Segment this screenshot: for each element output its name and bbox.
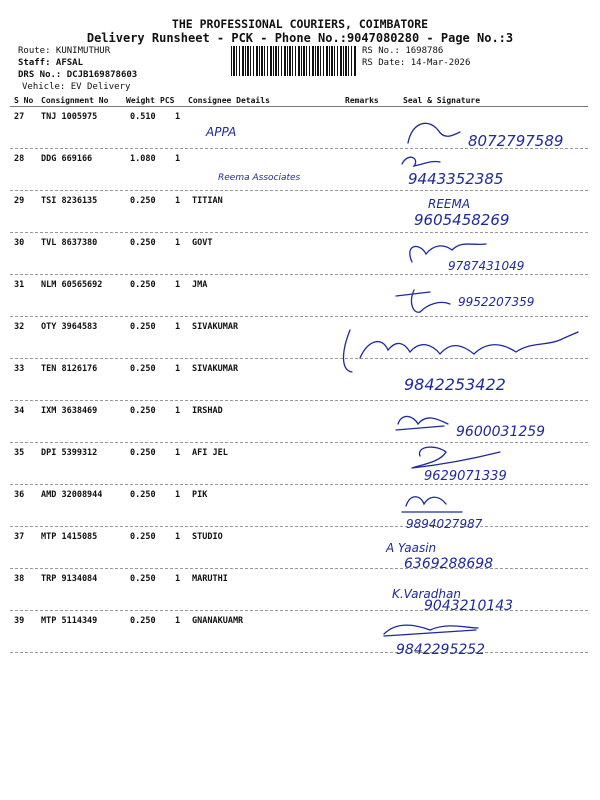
- rs-date: RS Date: 14-Mar-2026: [362, 58, 471, 68]
- row-pcs: 1: [175, 364, 181, 374]
- row-consignment-no: TRP 9134084: [41, 574, 98, 584]
- handwritten-name: Reema Associates: [218, 173, 301, 183]
- col-remarks: Remarks: [345, 96, 379, 105]
- row-weight: 1.080: [130, 154, 156, 164]
- row-pcs: 1: [175, 280, 181, 290]
- row-consignee: GOVT: [192, 238, 213, 248]
- row-sno: 38: [14, 574, 25, 584]
- handwritten-phone: 9605458269: [414, 211, 510, 229]
- col-sno: S No: [14, 96, 34, 105]
- row-consignment-no: TNJ 1005975: [41, 112, 98, 122]
- col-consignee: Consignee Details: [188, 96, 270, 105]
- row-consignment-no: TSI 8236135: [41, 196, 98, 206]
- row-pcs: 1: [175, 574, 181, 584]
- signature-scribble: [402, 497, 462, 512]
- row-weight: 0.250: [130, 364, 156, 374]
- row-weight: 0.250: [130, 406, 156, 416]
- row-pcs: 1: [175, 490, 181, 500]
- runsheet-subtitle: Delivery Runsheet - PCK - Phone No.:9047080280 - Page No.:3: [86, 31, 514, 45]
- company-title: THE PROFESSIONAL COURIERS, COIMBATORE: [171, 17, 429, 31]
- row-weight: 0.250: [130, 322, 156, 332]
- signature-scribble: [412, 447, 500, 468]
- row-weight: 0.250: [130, 280, 156, 290]
- signature-scribble: [402, 157, 440, 166]
- signature-scribble: [408, 123, 460, 143]
- row-sno: 34: [14, 406, 25, 416]
- signature-scribble: [396, 290, 450, 312]
- handwritten-phone: 9600031259: [456, 424, 546, 440]
- row-consignment-no: DDG 669166: [41, 154, 93, 164]
- row-consignee: PIK: [192, 490, 208, 500]
- row-sno: 37: [14, 532, 25, 542]
- row-consignee: JMA: [192, 280, 208, 290]
- handwritten-phone: 9842295252: [396, 642, 486, 658]
- row-consignment-no: MTP 5114349: [41, 616, 98, 626]
- route-label: Route: KUNIMUTHUR: [18, 46, 111, 56]
- row-weight: 0.250: [130, 490, 156, 500]
- row-pcs: 1: [175, 154, 181, 164]
- row-weight: 0.510: [130, 112, 156, 122]
- handwritten-phone: 9043210143: [424, 598, 514, 614]
- vehicle-label: Vehicle: EV Delivery: [22, 82, 131, 92]
- row-weight: 0.250: [130, 574, 156, 584]
- handwritten-phone: 8072797589: [468, 132, 564, 150]
- row-consignment-no: TVL 8637380: [41, 238, 98, 248]
- row-consignee: AFI JEL: [192, 448, 228, 458]
- row-consignment-no: AMD 32008944: [41, 490, 103, 500]
- drs-number: DRS No.: DCJB169878603: [18, 70, 138, 80]
- row-consignee: SIVAKUMAR: [192, 364, 239, 374]
- signature-scribble: [344, 330, 579, 372]
- row-sno: 32: [14, 322, 25, 332]
- row-sno: 28: [14, 154, 25, 164]
- handwritten-name: APPA: [206, 125, 237, 139]
- handwritten-phone: 9952207359: [458, 295, 535, 309]
- row-weight: 0.250: [130, 448, 156, 458]
- row-consignment-no: NLM 60565692: [41, 280, 103, 290]
- row-sno: 31: [14, 280, 25, 290]
- row-consignee: MARUTHI: [192, 574, 228, 584]
- row-sno: 36: [14, 490, 25, 500]
- handwritten-name: A Yaasin: [386, 541, 437, 555]
- row-consignee: STUDIO: [192, 532, 223, 542]
- row-pcs: 1: [175, 616, 181, 626]
- row-consignee: IRSHAD: [192, 406, 223, 416]
- handwritten-name: REEMA: [428, 197, 471, 211]
- row-pcs: 1: [175, 406, 181, 416]
- signature-scribble: [384, 625, 478, 636]
- row-weight: 0.250: [130, 238, 156, 248]
- handwritten-phone: 9894027987: [406, 517, 483, 531]
- row-consignee: GNANAKUAMR: [192, 616, 244, 626]
- row-sno: 35: [14, 448, 25, 458]
- signature-scribble: [396, 416, 448, 430]
- row-consignment-no: IXM 3638469: [41, 406, 98, 416]
- row-consignee: SIVAKUMAR: [192, 322, 239, 332]
- row-consignment-no: OTY 3964583: [41, 322, 98, 332]
- row-pcs: 1: [175, 532, 181, 542]
- row-consignment-no: MTP 1415085: [41, 532, 98, 542]
- row-weight: 0.250: [130, 532, 156, 542]
- row-consignment-no: TEN 8126176: [41, 364, 98, 374]
- rs-number: RS No.: 1698786: [362, 46, 444, 56]
- row-pcs: 1: [175, 322, 181, 332]
- row-consignment-no: DPI 5399312: [41, 448, 98, 458]
- row-sno: 30: [14, 238, 25, 248]
- row-weight: 0.250: [130, 196, 156, 206]
- row-sno: 39: [14, 616, 25, 626]
- row-sno: 29: [14, 196, 25, 206]
- row-pcs: 1: [175, 196, 181, 206]
- row-pcs: 1: [175, 112, 181, 122]
- row-weight: 0.250: [130, 616, 156, 626]
- row-sno: 27: [14, 112, 25, 122]
- row-consignee: TITIAN: [192, 196, 223, 206]
- col-consignment: Consignment No: [41, 96, 109, 105]
- handwritten-phone: 9629071339: [424, 469, 507, 484]
- row-pcs: 1: [175, 238, 181, 248]
- handwritten-phone: 9443352385: [408, 170, 504, 188]
- col-seal-signature: Seal & Signature: [403, 96, 481, 105]
- col-pcs: PCS: [160, 96, 175, 105]
- row-pcs: 1: [175, 448, 181, 458]
- staff-label: Staff: AFSAL: [18, 58, 84, 68]
- handwritten-phone: 9842253422: [404, 375, 506, 394]
- col-weight: Weight: [126, 96, 155, 105]
- handwritten-phone: 9787431049: [448, 259, 525, 273]
- handwritten-name: K.Varadhan: [392, 587, 461, 601]
- handwritten-phone: 6369288698: [404, 556, 494, 572]
- row-sno: 33: [14, 364, 25, 374]
